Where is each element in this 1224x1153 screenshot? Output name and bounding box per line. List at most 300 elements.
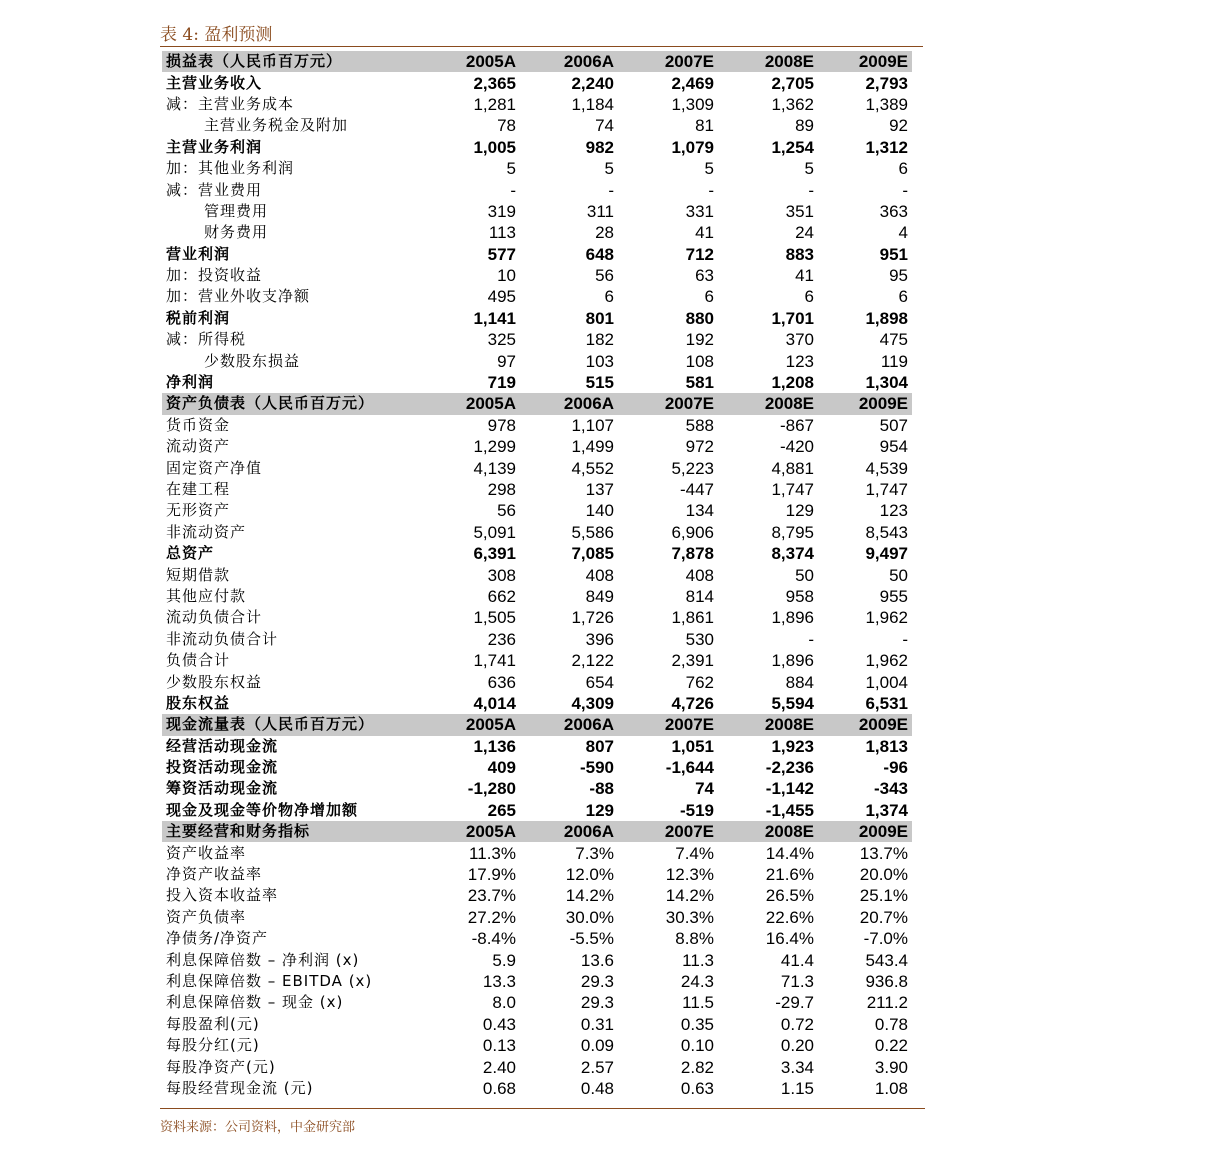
- year-header: 2006A: [520, 821, 618, 842]
- row-label: 少数股东权益: [166, 672, 263, 691]
- table-row: [162, 650, 912, 671]
- cell-value: 30.3%: [665, 907, 714, 927]
- cell-value: 1,304: [865, 373, 908, 393]
- row-label: 净债务/净资产: [166, 929, 269, 948]
- cell-value: 2,365: [473, 73, 516, 93]
- cell-value: 5,091: [473, 522, 516, 542]
- cell-value: 978: [487, 415, 516, 435]
- year-header: 2005A: [422, 714, 520, 735]
- year-header: 2008E: [718, 393, 818, 414]
- cell-value: 0.78: [874, 1014, 908, 1034]
- cell-value: 5,586: [571, 522, 614, 542]
- cell-value: 17.9%: [467, 865, 516, 885]
- cell-value: 5: [704, 159, 714, 179]
- cell-value: 2,793: [865, 73, 908, 93]
- cell-value: 1,208: [771, 373, 814, 393]
- year-header: 2007E: [618, 51, 718, 72]
- cell-value: 1,741: [473, 651, 516, 671]
- row-label: 流动负债合计: [166, 608, 263, 627]
- cell-value: 1,136: [473, 736, 516, 756]
- cell-value: 325: [487, 330, 516, 350]
- cell-value: -: [608, 180, 614, 200]
- year-header: 2007E: [618, 821, 718, 842]
- row-label: 投资活动现金流: [166, 758, 279, 777]
- table-row: [162, 693, 912, 714]
- table-row: [162, 137, 912, 158]
- cell-value: 1,962: [865, 651, 908, 671]
- cell-value: 1,362: [771, 94, 814, 114]
- cell-value: 7,085: [571, 544, 614, 564]
- row-label: 主营业务税金及附加: [204, 116, 349, 135]
- cell-value: 8,543: [865, 522, 908, 542]
- cell-value: 137: [585, 480, 614, 499]
- cell-value: 1,004: [865, 672, 908, 692]
- cell-value: 2,469: [671, 73, 714, 93]
- cell-value: 6: [704, 287, 714, 307]
- table-row: [162, 115, 912, 136]
- year-header: 2006A: [520, 51, 618, 72]
- cell-value: 0.68: [482, 1078, 516, 1098]
- table-row: [162, 522, 912, 543]
- cell-value: 8.8%: [675, 929, 714, 949]
- cell-value: -343: [873, 779, 908, 799]
- cell-value: -88: [589, 779, 614, 799]
- cell-value: 74: [595, 116, 614, 136]
- table-row: [162, 500, 912, 521]
- cell-value: 11.5: [682, 993, 714, 1013]
- section-header-row: [162, 51, 912, 72]
- cell-value: 3.90: [874, 1057, 908, 1077]
- row-label: 主营业务利润: [166, 137, 263, 156]
- cell-value: 577: [487, 244, 516, 264]
- table-row: [162, 94, 912, 115]
- cell-value: 884: [785, 672, 814, 692]
- row-label: 非流动负债合计: [166, 629, 279, 648]
- table-row: [162, 586, 912, 607]
- cell-value: 298: [487, 480, 516, 499]
- cell-value: -: [902, 629, 908, 649]
- cell-value: -1,142: [765, 779, 814, 799]
- cell-value: 5: [506, 159, 516, 179]
- cell-value: 14.2%: [565, 886, 614, 906]
- row-label: 减：所得税: [166, 330, 247, 349]
- cell-value: 8.0: [492, 993, 516, 1013]
- section-header-label: 主要经营和财务指标: [162, 821, 422, 842]
- cell-value: 56: [497, 501, 516, 521]
- cell-value: 0.72: [780, 1014, 814, 1034]
- cell-value: 1,861: [671, 608, 714, 628]
- cell-value: 265: [487, 800, 516, 820]
- cell-value: 1,051: [671, 736, 714, 756]
- cell-value: 6,531: [865, 693, 908, 713]
- row-label: 资产收益率: [166, 843, 247, 862]
- table-row: [162, 1056, 912, 1077]
- table-row: [162, 350, 912, 371]
- cell-value: 22.6%: [765, 907, 814, 927]
- table-row: [162, 564, 912, 585]
- cell-value: 0.20: [780, 1036, 814, 1056]
- cell-value: 8,374: [771, 544, 814, 564]
- row-label: 利息保障倍数 – 现金 (x): [166, 993, 344, 1012]
- cell-value: 1,896: [771, 651, 814, 671]
- cell-value: 103: [585, 351, 614, 371]
- cell-value: -7.0%: [863, 929, 908, 949]
- year-header: 2005A: [422, 821, 520, 842]
- year-header: 2006A: [520, 393, 618, 414]
- table-row: [162, 885, 912, 906]
- year-header: 2006A: [520, 714, 618, 735]
- row-label: 非流动资产: [166, 522, 247, 541]
- cell-value: 2,391: [671, 651, 714, 671]
- cell-value: 1,312: [865, 137, 908, 157]
- row-label: 减：营业费用: [166, 180, 263, 199]
- cell-value: 41: [795, 266, 814, 286]
- cell-value: 1,389: [865, 94, 908, 114]
- cell-value: 26.5%: [765, 886, 814, 906]
- row-label: 负债合计: [166, 651, 231, 670]
- cell-value: 0.63: [680, 1078, 714, 1098]
- year-header: 2005A: [422, 51, 520, 72]
- cell-value: 363: [879, 201, 908, 221]
- year-header: 2008E: [718, 51, 818, 72]
- table-row: [162, 1078, 912, 1099]
- table-row: [162, 671, 912, 692]
- table-row: [162, 436, 912, 457]
- cell-value: 1.15: [780, 1078, 814, 1098]
- cell-value: 211.2: [866, 993, 908, 1013]
- cell-value: 1,747: [771, 480, 814, 499]
- cell-value: 6,391: [473, 544, 516, 564]
- cell-value: 2,240: [571, 73, 614, 93]
- row-label: 经营活动现金流: [166, 736, 279, 755]
- cell-value: 95: [889, 266, 908, 286]
- cell-value: 20.7%: [859, 907, 908, 927]
- year-header: 2009E: [818, 51, 912, 72]
- cell-value: 2,122: [571, 651, 614, 671]
- cell-value: 192: [685, 330, 714, 350]
- table-body: [162, 51, 912, 1099]
- financial-forecast-table: [162, 51, 912, 1099]
- cell-value: 1,962: [865, 608, 908, 628]
- row-label: 减：主营业务成本: [166, 94, 295, 113]
- cell-value: 63: [695, 266, 714, 286]
- cell-value: 89: [795, 116, 814, 136]
- cell-value: 12.0%: [565, 865, 614, 885]
- table-row: [162, 543, 912, 564]
- table-row: [162, 629, 912, 650]
- table-row: [162, 736, 912, 757]
- cell-value: 8,795: [771, 522, 814, 542]
- cell-value: 955: [879, 586, 908, 606]
- cell-value: -8.4%: [471, 929, 516, 949]
- cell-value: 0.43: [482, 1014, 516, 1034]
- cell-value: 515: [585, 373, 614, 393]
- cell-value: 11.3: [682, 950, 714, 970]
- cell-value: 507: [879, 415, 908, 435]
- cell-value: 119: [880, 351, 908, 371]
- cell-value: -420: [779, 437, 814, 457]
- cell-value: 1,107: [571, 415, 614, 435]
- cell-value: 81: [695, 116, 714, 136]
- cell-value: 1,726: [571, 608, 614, 628]
- year-header: 2009E: [818, 714, 912, 735]
- cell-value: 140: [585, 501, 614, 521]
- row-label: 固定资产净值: [166, 458, 263, 477]
- cell-value: 108: [685, 351, 714, 371]
- cell-value: 123: [785, 351, 814, 371]
- table-row: [162, 158, 912, 179]
- table-row: [162, 222, 912, 243]
- cell-value: 636: [487, 672, 516, 692]
- row-label: 流动资产: [166, 437, 231, 456]
- row-label: 净利润: [166, 373, 215, 392]
- cell-value: 958: [785, 586, 814, 606]
- row-label: 在建工程: [166, 480, 231, 498]
- row-label: 其他应付款: [166, 586, 247, 605]
- cell-value: 5: [604, 159, 614, 179]
- cell-value: 1,309: [671, 94, 714, 114]
- cell-value: 351: [785, 201, 814, 221]
- cell-value: 129: [785, 501, 814, 521]
- cell-value: 28: [595, 223, 614, 243]
- year-header: 2007E: [618, 714, 718, 735]
- row-label: 无形资产: [166, 501, 231, 520]
- cell-value: 4,726: [671, 693, 714, 713]
- cell-value: -519: [679, 800, 714, 820]
- row-label: 每股经营现金流 (元): [166, 1078, 314, 1097]
- row-label: 加：投资收益: [166, 266, 263, 285]
- row-label: 净资产收益率: [166, 865, 263, 884]
- row-label: 财务费用: [204, 223, 269, 242]
- cell-value: 236: [487, 629, 516, 649]
- cell-value: 1,005: [473, 137, 516, 157]
- year-header: 2009E: [818, 393, 912, 414]
- cell-value: 936.8: [865, 971, 908, 991]
- cell-value: 21.6%: [765, 865, 814, 885]
- cell-value: -29.7: [775, 993, 814, 1013]
- cell-value: 880: [685, 308, 714, 328]
- cell-value: 10: [497, 266, 516, 286]
- cell-value: 5.9: [492, 950, 516, 970]
- cell-value: 543.4: [865, 950, 908, 970]
- row-label: 筹资活动现金流: [166, 779, 279, 798]
- cell-value: 0.10: [680, 1036, 714, 1056]
- cell-value: 1,299: [473, 437, 516, 457]
- top-rule: [160, 46, 923, 47]
- cell-value: 0.09: [580, 1036, 614, 1056]
- table-row: [162, 72, 912, 93]
- cell-value: 5,223: [671, 458, 714, 478]
- table-row: [162, 265, 912, 286]
- row-label: 货币资金: [166, 415, 231, 434]
- cell-value: 408: [685, 565, 714, 585]
- bottom-rule: [160, 1108, 925, 1109]
- cell-value: -: [808, 629, 814, 649]
- section-header-label: 损益表（人民币百万元）: [162, 51, 422, 72]
- cell-value: 13.6: [580, 950, 614, 970]
- cell-value: -: [902, 180, 908, 200]
- year-header: 2005A: [422, 393, 520, 414]
- cell-value: 475: [879, 330, 908, 350]
- cell-value: 5,594: [771, 693, 814, 713]
- table-row: [162, 179, 912, 200]
- table-row: [162, 244, 912, 265]
- table-row: [162, 842, 912, 863]
- cell-value: 123: [879, 501, 908, 521]
- table-row: [162, 1035, 912, 1056]
- cell-value: 396: [585, 629, 614, 649]
- row-label: 现金及现金等价物净增加额: [166, 800, 359, 819]
- cell-value: 71.3: [780, 971, 814, 991]
- row-label: 利息保障倍数 – 净利润 (x): [166, 950, 360, 969]
- cell-value: 954: [879, 437, 908, 457]
- cell-value: 20.0%: [859, 865, 908, 885]
- cell-value: -: [808, 180, 814, 200]
- cell-value: 849: [585, 586, 614, 606]
- cell-value: 1,898: [865, 308, 908, 328]
- cell-value: -96: [883, 758, 908, 778]
- cell-value: 1,499: [571, 437, 614, 457]
- row-label: 股东权益: [166, 693, 231, 712]
- cell-value: 495: [487, 287, 516, 307]
- row-label: 每股分红(元): [166, 1036, 260, 1055]
- cell-value: 1,813: [865, 736, 908, 756]
- cell-value: 13.3: [482, 971, 516, 991]
- cell-value: 4,139: [473, 458, 516, 478]
- cell-value: 14.4%: [765, 843, 814, 863]
- row-label: 投入资本收益率: [166, 886, 279, 905]
- table-row: [162, 928, 912, 949]
- cell-value: 972: [685, 437, 714, 457]
- cell-value: 1,747: [865, 480, 908, 499]
- row-label: 每股净资产(元): [166, 1057, 276, 1076]
- cell-value: 97: [497, 351, 516, 371]
- cell-value: 14.2%: [665, 886, 714, 906]
- cell-value: 56: [595, 266, 614, 286]
- cell-value: 319: [487, 201, 516, 221]
- cell-value: 0.13: [482, 1036, 516, 1056]
- cell-value: 4,309: [571, 693, 614, 713]
- cell-value: 24: [795, 223, 814, 243]
- cell-value: 6: [604, 287, 614, 307]
- year-header: 2007E: [618, 393, 718, 414]
- table-row: [162, 800, 912, 821]
- cell-value: 1,281: [473, 94, 516, 114]
- cell-value: 654: [585, 672, 614, 692]
- cell-value: 4: [898, 223, 908, 243]
- cell-value: 3.34: [780, 1057, 814, 1077]
- cell-value: 762: [685, 672, 714, 692]
- row-label: 总资产: [166, 544, 215, 563]
- cell-value: 7,878: [671, 544, 714, 564]
- section-header-row: [162, 714, 912, 735]
- table-row: [162, 286, 912, 307]
- cell-value: 1,254: [771, 137, 814, 157]
- table-row: [162, 329, 912, 350]
- cell-value: 30.0%: [565, 907, 614, 927]
- cell-value: -590: [579, 758, 614, 778]
- row-label: 税前利润: [166, 308, 231, 327]
- cell-value: 1.08: [874, 1078, 908, 1098]
- cell-value: 13.7%: [859, 843, 908, 863]
- cell-value: 814: [685, 586, 714, 606]
- cell-value: 29.3: [580, 993, 614, 1013]
- row-label: 资产负债率: [166, 907, 247, 926]
- table-row: [162, 757, 912, 778]
- cell-value: 2.40: [482, 1057, 516, 1077]
- cell-value: 1,896: [771, 608, 814, 628]
- table-row: [162, 479, 912, 500]
- cell-value: 7.4%: [675, 843, 714, 863]
- cell-value: 588: [685, 415, 714, 435]
- cell-value: 5: [804, 159, 814, 179]
- cell-value: 50: [795, 565, 814, 585]
- table-row: [162, 607, 912, 628]
- cell-value: 1,374: [865, 800, 908, 820]
- cell-value: -1,280: [467, 779, 516, 799]
- cell-value: 308: [487, 565, 516, 585]
- row-label: 每股盈利(元): [166, 1014, 260, 1033]
- table-row: [162, 308, 912, 329]
- cell-value: 648: [585, 244, 614, 264]
- row-label: 利息保障倍数 – EBITDA (x): [166, 971, 373, 990]
- cell-value: 9,497: [865, 544, 908, 564]
- cell-value: 807: [585, 736, 614, 756]
- cell-value: 25.1%: [859, 886, 908, 906]
- table-row: [162, 372, 912, 393]
- cell-value: 4,552: [571, 458, 614, 478]
- cell-value: 182: [585, 330, 614, 350]
- cell-value: -: [510, 180, 516, 200]
- cell-value: -867: [779, 415, 814, 435]
- cell-value: 370: [785, 330, 814, 350]
- row-label: 主营业务收入: [166, 73, 263, 92]
- cell-value: 311: [586, 201, 614, 221]
- cell-value: -5.5%: [569, 929, 614, 949]
- cell-value: 1,701: [771, 308, 814, 328]
- cell-value: 0.35: [680, 1014, 714, 1034]
- cell-value: 712: [685, 244, 714, 264]
- row-label: 管理费用: [204, 201, 269, 220]
- cell-value: 1,505: [473, 608, 516, 628]
- cell-value: 0.22: [874, 1036, 908, 1056]
- year-header: 2008E: [718, 821, 818, 842]
- cell-value: 719: [487, 373, 516, 393]
- cell-value: 1,923: [771, 736, 814, 756]
- year-header: 2008E: [718, 714, 818, 735]
- cell-value: 41.4: [780, 950, 814, 970]
- cell-value: -: [708, 180, 714, 200]
- cell-value: 6,906: [671, 522, 714, 542]
- cell-value: 4,539: [865, 458, 908, 478]
- cell-value: 129: [585, 800, 614, 820]
- table-row: [162, 201, 912, 222]
- cell-value: 530: [685, 629, 714, 649]
- cell-value: 29.3: [580, 971, 614, 991]
- cell-value: 662: [487, 586, 516, 606]
- cell-value: 113: [488, 223, 516, 243]
- cell-value: 883: [785, 244, 814, 264]
- cell-value: -1,455: [765, 800, 814, 820]
- table-row: [162, 992, 912, 1013]
- cell-value: 1,079: [671, 137, 714, 157]
- year-header: 2009E: [818, 821, 912, 842]
- section-header-row: [162, 393, 912, 414]
- cell-value: 1,141: [473, 308, 516, 328]
- cell-value: 0.31: [580, 1014, 614, 1034]
- cell-value: 41: [695, 223, 714, 243]
- row-label: 营业利润: [166, 244, 231, 263]
